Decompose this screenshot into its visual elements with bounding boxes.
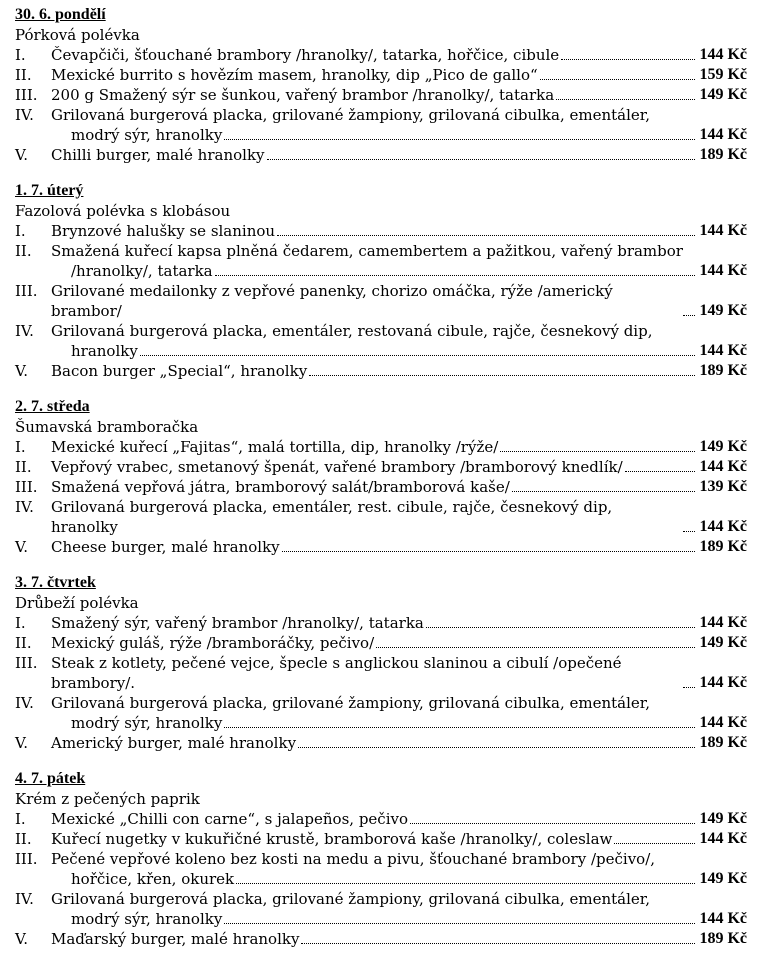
item-body: [51, 321, 747, 361]
item-description: /hranolky/, tatarka: [71, 262, 213, 280]
item-price: 189 Kč: [699, 538, 747, 555]
dot-leader: [277, 234, 695, 236]
item-price: 139 Kč: [699, 478, 747, 495]
menu-item: [15, 633, 747, 653]
dot-leader: [512, 490, 696, 492]
menu-item: [15, 281, 747, 321]
item-number: III.: [15, 282, 38, 300]
item-number: IV.: [15, 106, 34, 124]
item-number: IV.: [15, 694, 34, 712]
menu-item: [15, 537, 747, 557]
item-number: II.: [15, 634, 32, 652]
item-body: [51, 45, 747, 65]
soup-of-the-day: Pórková polévka: [15, 26, 140, 44]
menu-item: [15, 437, 747, 457]
item-number: V.: [15, 734, 28, 752]
item-number: III.: [15, 86, 38, 104]
item-description: Mexické kuřecí „Fajitas“, malá tortilla, dip, hranolky /rýže/: [51, 438, 499, 456]
day-title: 3. 7. čtvrtek: [15, 574, 96, 591]
item-number: I.: [15, 222, 26, 240]
day-title: 30. 6. pondělí: [15, 6, 106, 23]
item-body: [51, 929, 747, 949]
item-description: Grilovaná burgerová placka, grilované žampiony, grilovaná cibulka, ementáler,: [51, 890, 651, 908]
soup-of-the-day: Šumavská bramboračka: [15, 418, 199, 436]
item-description: 200 g Smažený sýr se šunkou, vařený brambor /hranolky/, tatarka: [51, 86, 555, 104]
item-description: Smažená kuřecí kapsa plněná čedarem, camembertem a pažitkou, vařený brambor: [51, 242, 683, 260]
day-section: [15, 573, 747, 753]
soup-of-the-day: Drůbeží polévka: [15, 594, 139, 612]
item-number: V.: [15, 146, 28, 164]
day-section: [15, 181, 747, 381]
item-body: [51, 889, 747, 929]
dot-leader: [215, 274, 696, 276]
item-price: 144 Kč: [699, 458, 747, 475]
day-section: [15, 769, 747, 949]
item-description: Grilované medailonky z vepřové panenky, chorizo omáčka, rýže /americký brambor/: [51, 282, 613, 320]
item-body: [51, 613, 747, 633]
dot-leader: [683, 530, 695, 532]
item-price: 149 Kč: [699, 870, 747, 887]
dot-leader: [224, 138, 695, 140]
item-number: II.: [15, 458, 32, 476]
menu-item: [15, 105, 747, 145]
item-body: [51, 361, 747, 381]
dot-leader: [224, 922, 695, 924]
item-price: 189 Kč: [699, 362, 747, 379]
item-number: III.: [15, 478, 38, 496]
dot-leader: [561, 58, 695, 60]
item-number: IV.: [15, 322, 34, 340]
item-body: [51, 457, 747, 477]
item-price: 149 Kč: [699, 438, 747, 455]
item-body: [51, 829, 747, 849]
item-body: [51, 281, 747, 321]
item-number: I.: [15, 46, 26, 64]
item-description: Smažená vepřová játra, bramborový salát/bramborová kaše/: [51, 478, 510, 496]
menu-item: [15, 65, 747, 85]
item-description: modrý sýr, hranolky: [71, 714, 223, 732]
item-description: Čevapčiči, šťouchané brambory /hranolky/, tatarka, hořčice, cibule: [51, 46, 560, 64]
dot-leader: [309, 374, 695, 376]
item-body: [51, 105, 747, 145]
item-description: Kuřecí nugetky v kukuřičné krustě, bramborová kaše /hranolky/, coleslaw: [51, 830, 613, 848]
item-description: Steak z kotlety, pečené vejce, špecle s anglickou slaninou a cibulí /opečené brambory/.: [51, 654, 622, 692]
dot-leader: [625, 470, 696, 472]
menu-item: [15, 889, 747, 929]
item-price: 149 Kč: [699, 86, 747, 103]
item-number: II.: [15, 242, 32, 260]
item-description: Pečené vepřové koleno bez kosti na medu a pivu, šťouchané brambory /pečivo/,: [51, 850, 656, 868]
soup-of-the-day: Krém z pečených paprik: [15, 790, 200, 808]
dot-leader: [224, 726, 695, 728]
dot-leader: [683, 314, 695, 316]
item-price: 144 Kč: [699, 830, 747, 847]
item-price: 189 Kč: [699, 146, 747, 163]
item-body: [51, 241, 747, 281]
item-description: Mexické „Chilli con carne“, s jalapeños, pečivo: [51, 810, 408, 828]
item-number: V.: [15, 362, 28, 380]
item-number: II.: [15, 66, 32, 84]
dot-leader: [298, 746, 695, 748]
item-body: [51, 497, 747, 537]
menu-item: [15, 85, 747, 105]
dot-leader: [556, 98, 695, 100]
soup-of-the-day: Fazolová polévka s klobásou: [15, 202, 231, 220]
menu-item: [15, 809, 747, 829]
item-body: [51, 477, 747, 497]
item-number: III.: [15, 850, 38, 868]
item-body: [51, 65, 747, 85]
item-price: 189 Kč: [699, 930, 747, 947]
item-body: [51, 849, 747, 889]
menu-item: [15, 733, 747, 753]
dot-leader: [683, 686, 695, 688]
menu-item: [15, 457, 747, 477]
item-number: V.: [15, 930, 28, 948]
menu-item: [15, 497, 747, 537]
item-price: 144 Kč: [699, 126, 747, 143]
dot-leader: [301, 942, 695, 944]
dot-leader: [614, 842, 695, 844]
item-price: 144 Kč: [699, 714, 747, 731]
menu-item: [15, 145, 747, 165]
menu-item: [15, 849, 747, 889]
item-body: [51, 437, 747, 457]
item-price: 149 Kč: [699, 302, 747, 319]
item-description: Grilovaná burgerová placka, ementáler, restovaná cibule, rajče, česnekový dip,: [51, 322, 653, 340]
item-description: Maďarský burger, malé hranolky: [51, 930, 300, 948]
item-body: [51, 145, 747, 165]
dot-leader: [376, 646, 695, 648]
item-price: 144 Kč: [699, 910, 747, 927]
item-price: 149 Kč: [699, 810, 747, 827]
item-price: 144 Kč: [699, 46, 747, 63]
dot-leader: [426, 626, 696, 628]
dot-leader: [140, 354, 696, 356]
item-description: Grilovaná burgerová placka, grilované žampiony, grilovaná cibulka, ementáler,: [51, 106, 651, 124]
item-number: I.: [15, 810, 26, 828]
menu-item: [15, 653, 747, 693]
item-price: 144 Kč: [699, 614, 747, 631]
menu-item: [15, 361, 747, 381]
item-body: [51, 537, 747, 557]
item-body: [51, 653, 747, 693]
item-number: IV.: [15, 890, 34, 908]
item-number: V.: [15, 538, 28, 556]
item-number: I.: [15, 438, 26, 456]
item-number: III.: [15, 654, 38, 672]
menu-item: [15, 829, 747, 849]
item-description: Grilovaná burgerová placka, ementáler, rest. cibule, rajče, česnekový dip, hranolky: [51, 498, 613, 536]
menu-item: [15, 241, 747, 281]
item-description: Mexický guláš, rýže /bramboráčky, pečivo/: [51, 634, 375, 652]
item-price: 144 Kč: [699, 222, 747, 239]
item-price: 189 Kč: [699, 734, 747, 751]
dot-leader: [540, 78, 696, 80]
day-title: 4. 7. pátek: [15, 770, 86, 787]
menu-item: [15, 693, 747, 733]
item-description: Vepřový vrabec, smetanový špenát, vařené brambory /bramborový knedlík/: [51, 458, 623, 476]
item-description: Chilli burger, malé hranolky: [51, 146, 265, 164]
item-description: Americký burger, malé hranolky: [51, 734, 297, 752]
item-description: hořčice, křen, okurek: [71, 870, 235, 888]
item-description: Grilovaná burgerová placka, grilované žampiony, grilovaná cibulka, ementáler,: [51, 694, 651, 712]
item-price: 149 Kč: [699, 634, 747, 651]
item-body: [51, 809, 747, 829]
day-title: 2. 7. středa: [15, 398, 90, 415]
item-price: 144 Kč: [699, 342, 747, 359]
dot-leader: [282, 550, 696, 552]
item-price: 144 Kč: [699, 674, 747, 691]
item-number: IV.: [15, 498, 34, 516]
item-number: I.: [15, 614, 26, 632]
menu-item: [15, 929, 747, 949]
item-description: hranolky: [71, 342, 138, 360]
day-title: 1. 7. úterý: [15, 182, 84, 199]
item-description: Smažený sýr, vařený brambor /hranolky/, tatarka: [51, 614, 424, 632]
dot-leader: [267, 158, 696, 160]
item-price: 159 Kč: [699, 66, 747, 83]
item-body: [51, 693, 747, 733]
dot-leader: [410, 822, 695, 824]
item-body: [51, 221, 747, 241]
item-number: II.: [15, 830, 32, 848]
item-body: [51, 733, 747, 753]
menu-item: [15, 221, 747, 241]
dot-leader: [500, 450, 695, 452]
dot-leader: [236, 882, 695, 884]
menu-item: [15, 321, 747, 361]
item-body: [51, 85, 747, 105]
item-description: Cheese burger, malé hranolky: [51, 538, 280, 556]
item-description: modrý sýr, hranolky: [71, 910, 223, 928]
item-description: modrý sýr, hranolky: [71, 126, 223, 144]
item-description: Brynzové halušky se slaninou: [51, 222, 276, 240]
item-body: [51, 633, 747, 653]
menu-item: [15, 477, 747, 497]
item-description: Bacon burger „Special“, hranolky: [51, 362, 308, 380]
item-price: 144 Kč: [699, 262, 747, 279]
item-price: 144 Kč: [699, 518, 747, 535]
day-section: [15, 5, 747, 165]
item-description: Mexické burrito s hovězím masem, hranolky, dip „Pico de gallo“: [51, 66, 538, 84]
menu-item: [15, 613, 747, 633]
day-section: [15, 397, 747, 557]
menu-item: [15, 45, 747, 65]
